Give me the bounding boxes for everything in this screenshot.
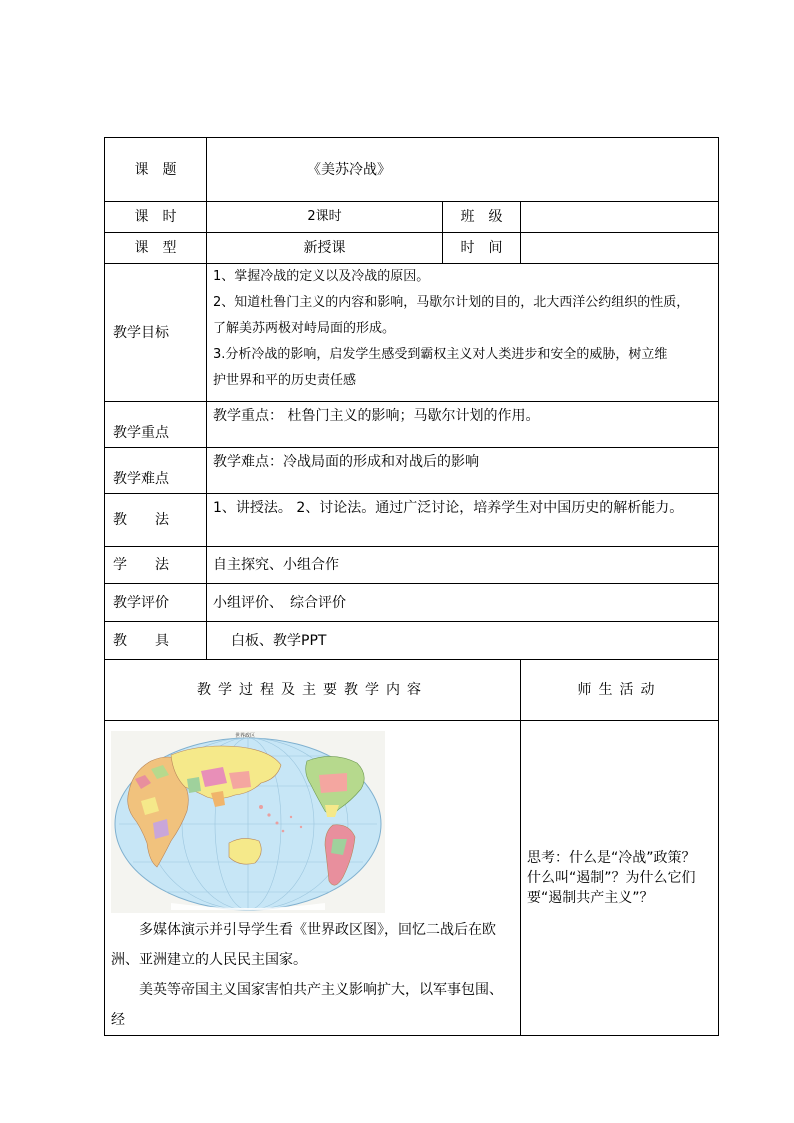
difficulty-value: 教学难点：冷战局面的形成和对战后的影响 (207, 448, 719, 494)
goals-content (207, 264, 719, 402)
time-value (521, 233, 719, 264)
goal-line: 1、掌握冷战的定义以及冷战的原因。 (213, 269, 430, 284)
activity-line: 思考：什么是“冷战”政策？ (527, 850, 696, 866)
row-learning (105, 547, 719, 584)
goals-label: 教学目标 (105, 264, 207, 402)
process-paragraph-2: 美英等帝国主义国家害怕共产主义影响扩大，以军事包围、经 (111, 982, 503, 1028)
row-tools (105, 622, 719, 660)
topic-value (207, 138, 719, 202)
difficulty-label: 教学难点 (105, 448, 207, 494)
goal-line: 护世界和平的历史责任感 (213, 373, 357, 388)
goal-line: 2、知道杜鲁门主义的内容和影响，马歇尔计划的目的，北大西洋公约组织的性质， (213, 295, 690, 310)
lesson-plan-table (104, 137, 719, 1036)
goal-line: 3.分析冷战的影响，启发学生感受到霸权主义对人类进步和安全的威胁，树立维 (213, 347, 668, 362)
process-content (105, 721, 521, 1036)
eval-label: 教学评价 (105, 584, 207, 622)
tools-value: 白板、教学PPT (207, 622, 719, 660)
row-difficulty (105, 448, 719, 494)
map-title: 世界政区 (235, 733, 256, 739)
learning-value: 自主探究、小组合作 (207, 547, 719, 584)
row-process-content (105, 721, 719, 1036)
hours-label: 课 时 (105, 202, 207, 233)
topic-value-text: 《美苏冷战》 (307, 161, 391, 178)
goal-line: 了解美苏两极对峙局面的形成。 (213, 321, 396, 336)
world-map-image (111, 731, 385, 913)
learning-label: 学 法 (105, 547, 207, 584)
process-paragraph-1: 多媒体演示并引导学生看《世界政区图》，回忆二战后在欧洲、亚洲建立的人民民主国家。 (111, 922, 496, 968)
world-map-svg (111, 731, 385, 913)
eval-value: 小组评价、 综合评价 (207, 584, 719, 622)
method-label: 教 法 (105, 494, 207, 547)
method-value: 1、讲授法。 2、讨论法。通过广泛讨论，培养学生对中国历史的解析能力。 (207, 494, 719, 547)
type-label: 课 型 (105, 233, 207, 264)
activity-line: 什么叫“遏制”？为什么它们 (527, 870, 696, 886)
tools-label: 教 具 (105, 622, 207, 660)
row-evaluation (105, 584, 719, 622)
time-label: 时 间 (443, 233, 521, 264)
hours-value: 2课时 (207, 202, 443, 233)
row-key-points (105, 402, 719, 448)
key-value: 教学重点： 杜鲁门主义的影响；马歇尔计划的作用。 (207, 402, 719, 448)
type-value: 新授课 (207, 233, 443, 264)
activity-line: 要“遏制共产主义”？ (527, 890, 654, 906)
class-value (521, 202, 719, 233)
row-method (105, 494, 719, 547)
topic-label: 课 题 (105, 138, 207, 202)
row-hours (105, 202, 719, 233)
row-process-header (105, 660, 719, 721)
activity-content (521, 721, 719, 1036)
key-label: 教学重点 (105, 402, 207, 448)
row-type (105, 233, 719, 264)
row-goals (105, 264, 719, 402)
process-header: 教学过程及主要教学内容 (105, 660, 521, 721)
activity-header: 师生活动 (521, 660, 719, 721)
class-label: 班 级 (443, 202, 521, 233)
row-topic (105, 138, 719, 202)
